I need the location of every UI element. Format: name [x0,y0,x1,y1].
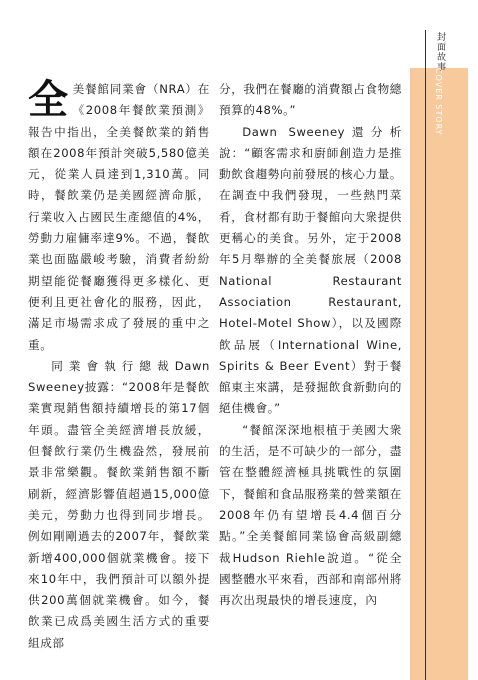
drop-cap: 全 [28,77,69,123]
paragraph: “餐館深深地根植于美國大衆的生活，是不可缺少的一部分，盡管在整體經濟極具挑戰性的氛圍下，餐館和食品服務業的營業額在2008年仍有望增長4.4個百分點。”全美餐館同業協會高級副總裁Hudson Riehle說道。“從全國整體水平來看，西部和南部州將再次出現最快的增長速度，內 [219,422,402,608]
article-column-middle [219,79,402,611]
paragraph: Dawn Sweeney還分析說：“顧客需求和廚師創造力是推動飲食趨勢向前發展的核心力量。在調查中我們發現，一些熱門菜肴，食材都有助于餐館向大衆提供更稱心的美食。另外，定于2008年5月舉辦的全美餐旅展（2008 National Restaurant Association Restaurant, Hotel-Motel Show），以及國際飲品展（International Wine, Spirits & Beer Event）對于餐館東主來講，是發掘飲食新動向的絕佳機會。” [219,124,402,416]
section-label: 封面故事 [435,32,445,72]
section-sublabel: COVER STORY [434,68,443,136]
article-column-left [28,79,210,654]
paragraph: 分，我們在餐廳的消費額占食物總預算的48%。” [219,82,402,118]
side-rule-line [425,30,426,680]
side-color-strip [410,68,468,680]
paragraph: 同業會執行總裁Dawn Sweeney披露：“2008年是餐飲業實現銷售額持續增長的第17個年頭。盡管全美經濟增長放緩，但餐飲行業仍生機盎然，發展前景非常樂觀。餐飲業銷售額不斷刷新，經濟影響值超過15,000億美元，勞動力也得到同步增長。例如剛剛過去的2007年，餐飲業新增400,000個就業機會。接下來10年中，我們預計可以額外提供200萬個就業機會。如今，餐飲業已成爲美國生活方式的重要組成部 [28,358,210,650]
paragraph: 全美餐館同業會（NRA）在《2008年餐飲業預測》報告中指出，全美餐飲業的銷售額在2008年預計突破5,580億美元，從業人員達到1,310萬。同時，餐飲業仍是美國經濟命脈，行業收入占國民生產總值的4%，勞動力雇傭率達9%。不過，餐飲業也面臨嚴峻考驗，消費者紛紛期望能從餐廳獲得更多樣化、更便利且更社會化的服務，因此，滿足市場需求成了發展的重中之重。 [28,77,210,352]
